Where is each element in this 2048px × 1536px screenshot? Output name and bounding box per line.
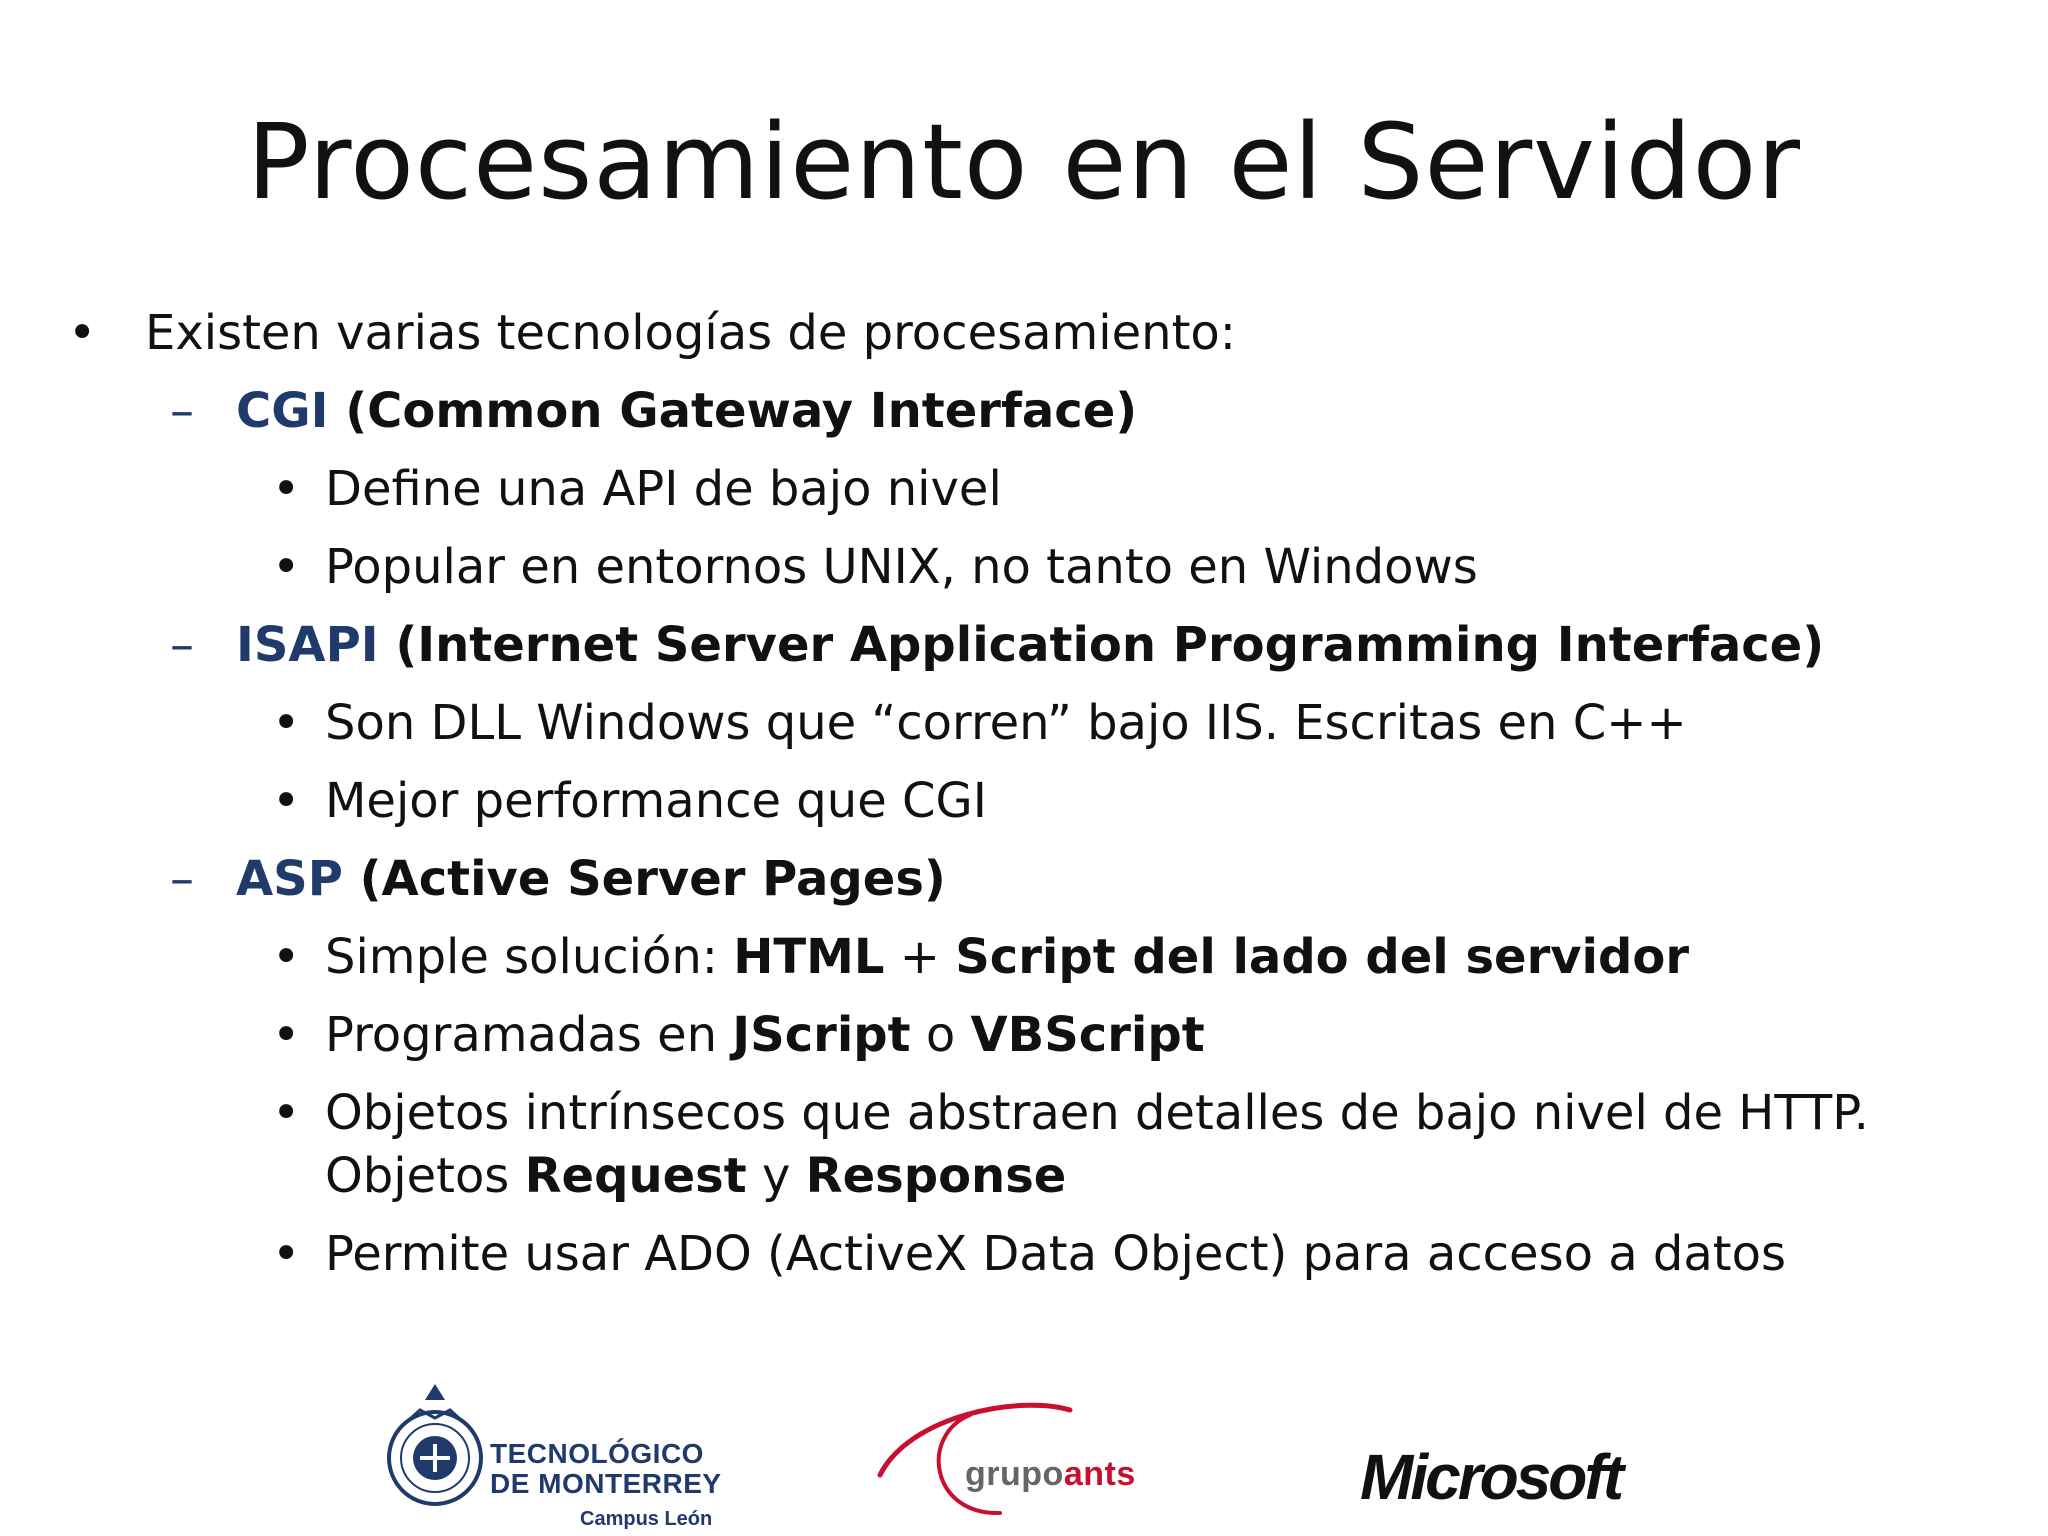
- dash-icon: –: [170, 617, 194, 673]
- asp-item3-prefix: Objetos: [325, 1148, 525, 1204]
- bullet-icon: •: [272, 1007, 301, 1063]
- isapi-item: Mejor performance que CGI: [325, 773, 987, 829]
- asp-item: [325, 1007, 1205, 1065]
- bullet-intro: Existen varias tecnologías de procesamiento:: [145, 305, 1236, 361]
- asp-item2-mid: o: [910, 1007, 971, 1063]
- asp-item1-mid: +: [884, 929, 956, 985]
- dash-icon: –: [170, 851, 194, 907]
- asp-desc: (Active Server Pages): [342, 851, 946, 907]
- subheading-cgi: [236, 383, 1137, 441]
- asp-item1-b2: Script del lado del servidor: [955, 929, 1689, 985]
- asp-item3-b1: Request: [524, 1148, 747, 1204]
- asp-item3-mid: y: [746, 1148, 806, 1204]
- grupoants-wordmark: [965, 1455, 1136, 1494]
- cgi-desc: (Common Gateway Interface): [328, 383, 1138, 439]
- isapi-desc: (Internet Server Application Programming Interface): [378, 617, 1825, 673]
- asp-item: Permite usar ADO (ActiveX Data Object) para acceso a datos: [325, 1226, 1786, 1282]
- bullet-icon: •: [272, 929, 301, 985]
- bullet-icon: •: [272, 461, 301, 517]
- asp-item2-b1: JScript: [732, 1007, 911, 1063]
- asp-name: ASP: [236, 851, 343, 907]
- asp-item-continuation: [325, 1148, 1066, 1206]
- bullet-icon: •: [272, 773, 301, 829]
- dash-icon: –: [170, 383, 194, 439]
- tec-logo-line2: DE MONTERREY: [490, 1468, 722, 1499]
- slide-title: Procesamiento en el Servidor: [246, 101, 1802, 223]
- grupoants-wordmark-a: grupo: [965, 1455, 1064, 1493]
- subheading-isapi: [236, 617, 1824, 675]
- isapi-name: ISAPI: [236, 617, 379, 673]
- tec-seal-icon: [380, 1380, 490, 1510]
- asp-item: [325, 929, 1689, 987]
- grupoants-wordmark-b: ants: [1063, 1455, 1136, 1493]
- bullet-icon: •: [272, 695, 301, 751]
- asp-item: Objetos intrínsecos que abstraen detalles de bajo nivel de HTTP.: [325, 1085, 1869, 1141]
- subheading-asp: [236, 851, 946, 909]
- asp-item3-b2: Response: [805, 1148, 1067, 1204]
- bullet-icon: •: [272, 1226, 301, 1282]
- tec-logo-campus: Campus León: [580, 1508, 713, 1530]
- isapi-item: Son DLL Windows que “corren” bajo IIS. Escritas en C++: [325, 695, 1687, 751]
- grupoants-logo: [870, 1395, 1190, 1525]
- microsoft-logo: Microsoft: [1360, 1441, 1621, 1513]
- tec-monterrey-logo: [380, 1370, 740, 1530]
- tec-logo-line1: TECNOLÓGICO: [490, 1438, 704, 1469]
- asp-item1-b1: HTML: [733, 929, 885, 985]
- bullet-icon: •: [272, 1085, 301, 1141]
- bullet-icon: •: [272, 539, 301, 595]
- asp-item1-prefix: Simple solución:: [325, 929, 734, 985]
- asp-item2-prefix: Programadas en: [325, 1007, 733, 1063]
- bullet-icon: •: [68, 305, 97, 361]
- cgi-item: Define una API de bajo nivel: [325, 461, 1002, 517]
- asp-item2-b2: VBScript: [970, 1007, 1205, 1063]
- cgi-name: CGI: [236, 383, 329, 439]
- cgi-item: Popular en entornos UNIX, no tanto en Windows: [325, 539, 1478, 595]
